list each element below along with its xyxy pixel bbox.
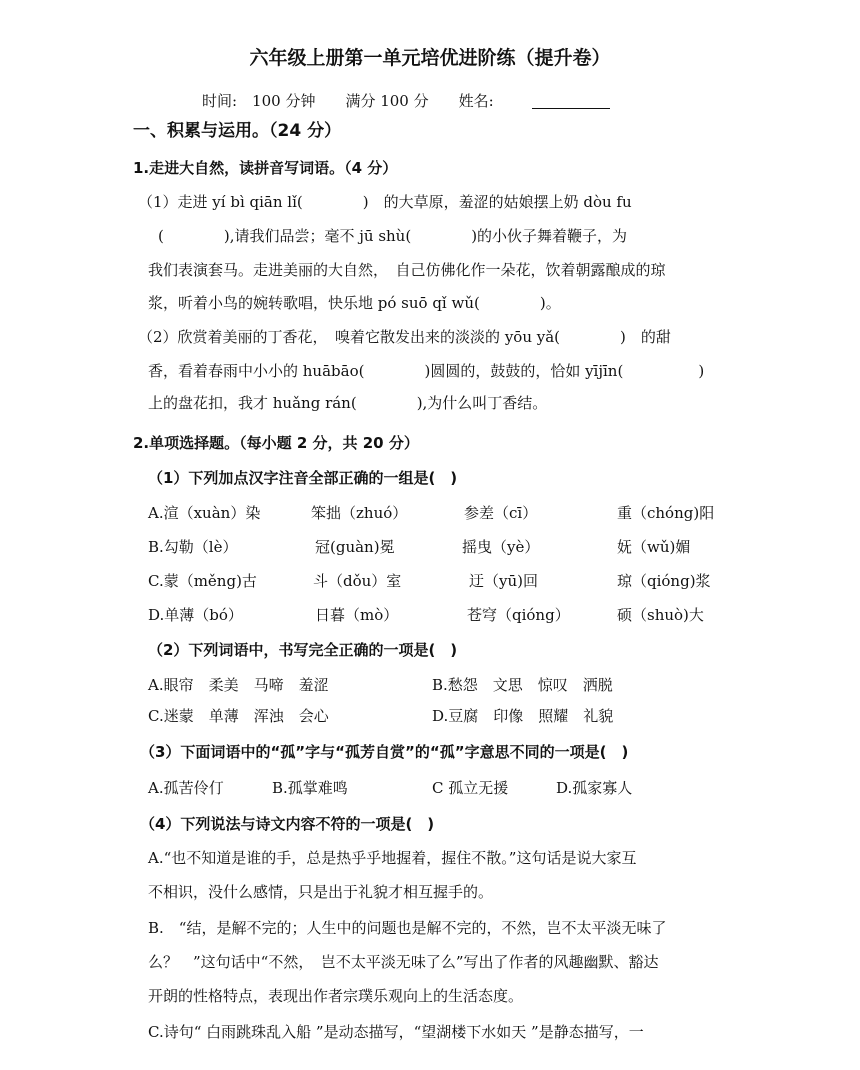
q1-line: （1）走进 yí bì qiān lǐ( ) 的大草原，羞涩的姑娘摆上奶 dòu fu — [138, 193, 632, 211]
q2-sub1-option: 摇曳（yè） — [462, 538, 540, 556]
q2-sub1-option: 笨拙（zhuó） — [311, 504, 408, 522]
q2-sub1-option: 参差（cī） — [464, 504, 538, 522]
q2-sub1-option: 斗（dǒu）室 — [313, 572, 402, 590]
q2-sub2-option: A.眼帘 柔美 马啼 羞涩 — [148, 676, 329, 694]
q2-sub1-option: 妩（wǔ)媚 — [617, 538, 691, 556]
q2-sub4-question: （4）下列说法与诗文内容不符的一项是( ) — [140, 815, 435, 833]
q1-line: 我们表演套马。走进美丽的大自然， 自己仿佛化作一朵花，饮着朝露酿成的琼 — [148, 261, 666, 279]
q2-sub1-option: A.渲（xuàn）染 — [148, 504, 261, 522]
q1-line: ( ),请我们品尝；毫不 jū shù( )的小伙子舞着鞭子，为 — [158, 227, 628, 245]
question-2-heading: 2.单项选择题。（每小题 2 分，共 20 分） — [133, 434, 419, 452]
q2-sub3-option: B.孤掌难鸣 — [272, 779, 348, 797]
q2-sub1-option: 硕（shuò)大 — [617, 606, 704, 624]
q1-line: 香，看着春雨中小小的 huābāo( )圆圆的，鼓鼓的，恰如 yījīn( ) — [148, 362, 705, 380]
q2-sub1-option: 重（chóng)阳 — [617, 504, 715, 522]
page-title: 六年级上册第一单元培优进阶练（提升卷） — [249, 47, 611, 69]
q2-sub1-option: 日暮（mò） — [315, 606, 399, 624]
q2-sub3-option: D.孤家寡人 — [556, 779, 633, 797]
q2-sub2-question: （2）下列词语中，书写完全正确的一项是( ) — [148, 641, 458, 659]
q2-sub2-option: C.迷蒙 单薄 浑浊 会心 — [148, 707, 329, 725]
q2-sub1-option: C.蒙（měng)古 — [148, 572, 257, 590]
q2-sub1-option: 苍穹（qióng） — [467, 606, 570, 624]
q2-sub1-option: 琼（qióng)浆 — [617, 572, 711, 590]
q2-sub3-option: A.孤苦伶仃 — [148, 779, 224, 797]
section-heading: 一、积累与运用。（24 分） — [133, 121, 342, 141]
name-blank[interactable] — [532, 107, 610, 109]
q1-line: 上的盘花扣，我才 huǎng rán( ),为什么叫丁香结。 — [148, 394, 548, 412]
q2-sub4-line: B. “结，是解不完的；人生中的问题也是解不完的，不然，岂不太平淡无味了 — [148, 919, 667, 937]
q2-sub4-line: A.“也不知道是谁的手，总是热乎乎地握着，握住不散。”这句话是说大家互 — [148, 849, 637, 867]
q2-sub1-option: 迂（yū)回 — [469, 572, 538, 590]
q2-sub1-option: B.勾勒（lè） — [148, 538, 238, 556]
q2-sub4-line: 不相识，没什么感情，只是出于礼貌才相互握手的。 — [148, 883, 494, 901]
question-1-heading: 1.走进大自然，读拼音写词语。（4 分） — [133, 159, 398, 177]
q2-sub4-line: C.诗句“ 白雨跳珠乱入船 ”是动态描写，“望湖楼下水如天 ”是静态描写，一 — [148, 1023, 644, 1041]
q2-sub1-option: 冠(guàn)冕 — [315, 538, 395, 556]
q2-sub1-option: D.单薄（bó） — [148, 606, 243, 624]
q1-line: （2）欣赏着美丽的丁香花， 嗅着它散发出来的淡淡的 yōu yǎ( ) 的甜 — [138, 328, 671, 346]
exam-info: 时间: 100 分钟 满分 100 分 姓名: — [202, 92, 494, 110]
q1-line: 浆，听着小鸟的婉转歌唱，快乐地 pó suō qǐ wǔ( )。 — [148, 294, 561, 312]
q2-sub4-line: 么？ ”这句话中“不然， 岂不太平淡无味了么”写出了作者的风趣幽默、豁达 — [148, 953, 659, 971]
q2-sub3-option: C 孤立无援 — [432, 779, 509, 797]
q2-sub2-option: B.愁怨 文思 惊叹 洒脱 — [432, 676, 613, 694]
q2-sub4-line: 开朗的性格特点，表现出作者宗璞乐观向上的生活态度。 — [148, 987, 524, 1005]
q2-sub2-option: D.豆腐 印像 照耀 礼貌 — [432, 707, 614, 725]
q2-sub3-question: （3）下面词语中的“孤”字与“孤芳自赏”的“孤”字意思不同的一项是( ) — [140, 743, 629, 761]
q2-sub1-question: （1）下列加点汉字注音全部正确的一组是( ) — [148, 469, 458, 487]
